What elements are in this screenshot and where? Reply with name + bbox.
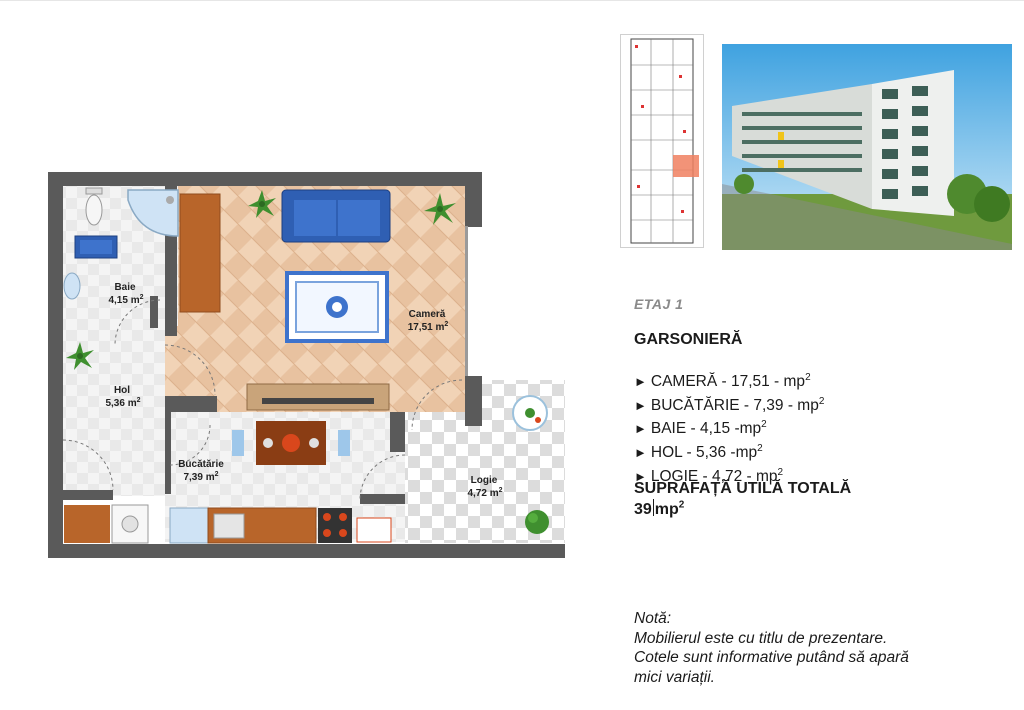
room-areas-list [634, 368, 824, 486]
bucatarie-area: 7,39 $m^2$ [183, 471, 219, 483]
sofa-icon [282, 190, 390, 242]
bucatarie-name: Bucătărie [178, 459, 224, 470]
total-area-value: 39 $mp^2$ [634, 499, 685, 518]
hall-cabinet [64, 505, 110, 543]
logie-name: Logie [470, 475, 498, 486]
floor-plan [0, 0, 600, 600]
list-item: ► LOGIE - $4,72 - mp^2$ [634, 466, 784, 485]
sink-icon [214, 514, 244, 538]
hol-area: 5,36 $m^2$ [105, 397, 141, 409]
highlighted-unit [673, 155, 699, 177]
arrow-right-icon: ► [634, 445, 647, 461]
baie-name: Baie [114, 282, 136, 293]
camera-area: 17,51 $m^2$ [407, 321, 449, 333]
list-item: ► CAMERĂ - $17,51 - mp^2$ [634, 372, 811, 391]
arrow-right-icon: ► [634, 468, 647, 484]
tv-unit [247, 384, 389, 410]
text-cursor [653, 499, 654, 516]
sink-icon [64, 273, 80, 299]
note-line: Cotele sunt informative putând să apară [634, 649, 909, 666]
camera-name: Cameră [408, 309, 446, 320]
fridge [170, 508, 208, 543]
note [634, 609, 909, 687]
note-line: Mobilierul este cu titlu de prezentare. [634, 629, 888, 647]
toilet-icon [86, 188, 102, 225]
boiler [357, 518, 391, 542]
plant-icon [525, 510, 549, 534]
floor-label: ETAJ 1 [634, 296, 684, 312]
building-key-plan [620, 34, 704, 248]
total-area-label: SUPRAFAȚĂ UTILĂ TOTALĂ [634, 480, 852, 497]
note-title: Notă: [634, 610, 672, 627]
arrow-right-icon: ► [634, 397, 647, 413]
list-item: ► HOL - 5,36 $-mp^2$ [634, 442, 763, 462]
table-icon [513, 396, 547, 430]
note-line: mici variații. [634, 668, 715, 686]
baie-area: 4,15 $m^2$ [108, 294, 144, 306]
hol-name: Hol [113, 385, 131, 396]
washing-machine-icon [112, 505, 148, 543]
rug-icon [287, 273, 387, 341]
wardrobe [180, 194, 220, 312]
logie-area: 4,72 $m^2$ [467, 487, 503, 499]
arrow-right-icon: ► [634, 421, 647, 437]
list-item: ► BUCĂTĂRIE - $7,39 - mp^2$ [634, 395, 825, 414]
building-render [722, 44, 1012, 250]
apartment-title: GARSONIERĂ [634, 331, 743, 348]
stove-icon [318, 508, 352, 543]
list-item: ► BAIE - 4,15 $-mp^2$ [634, 419, 767, 438]
arrow-right-icon: ► [634, 374, 647, 390]
